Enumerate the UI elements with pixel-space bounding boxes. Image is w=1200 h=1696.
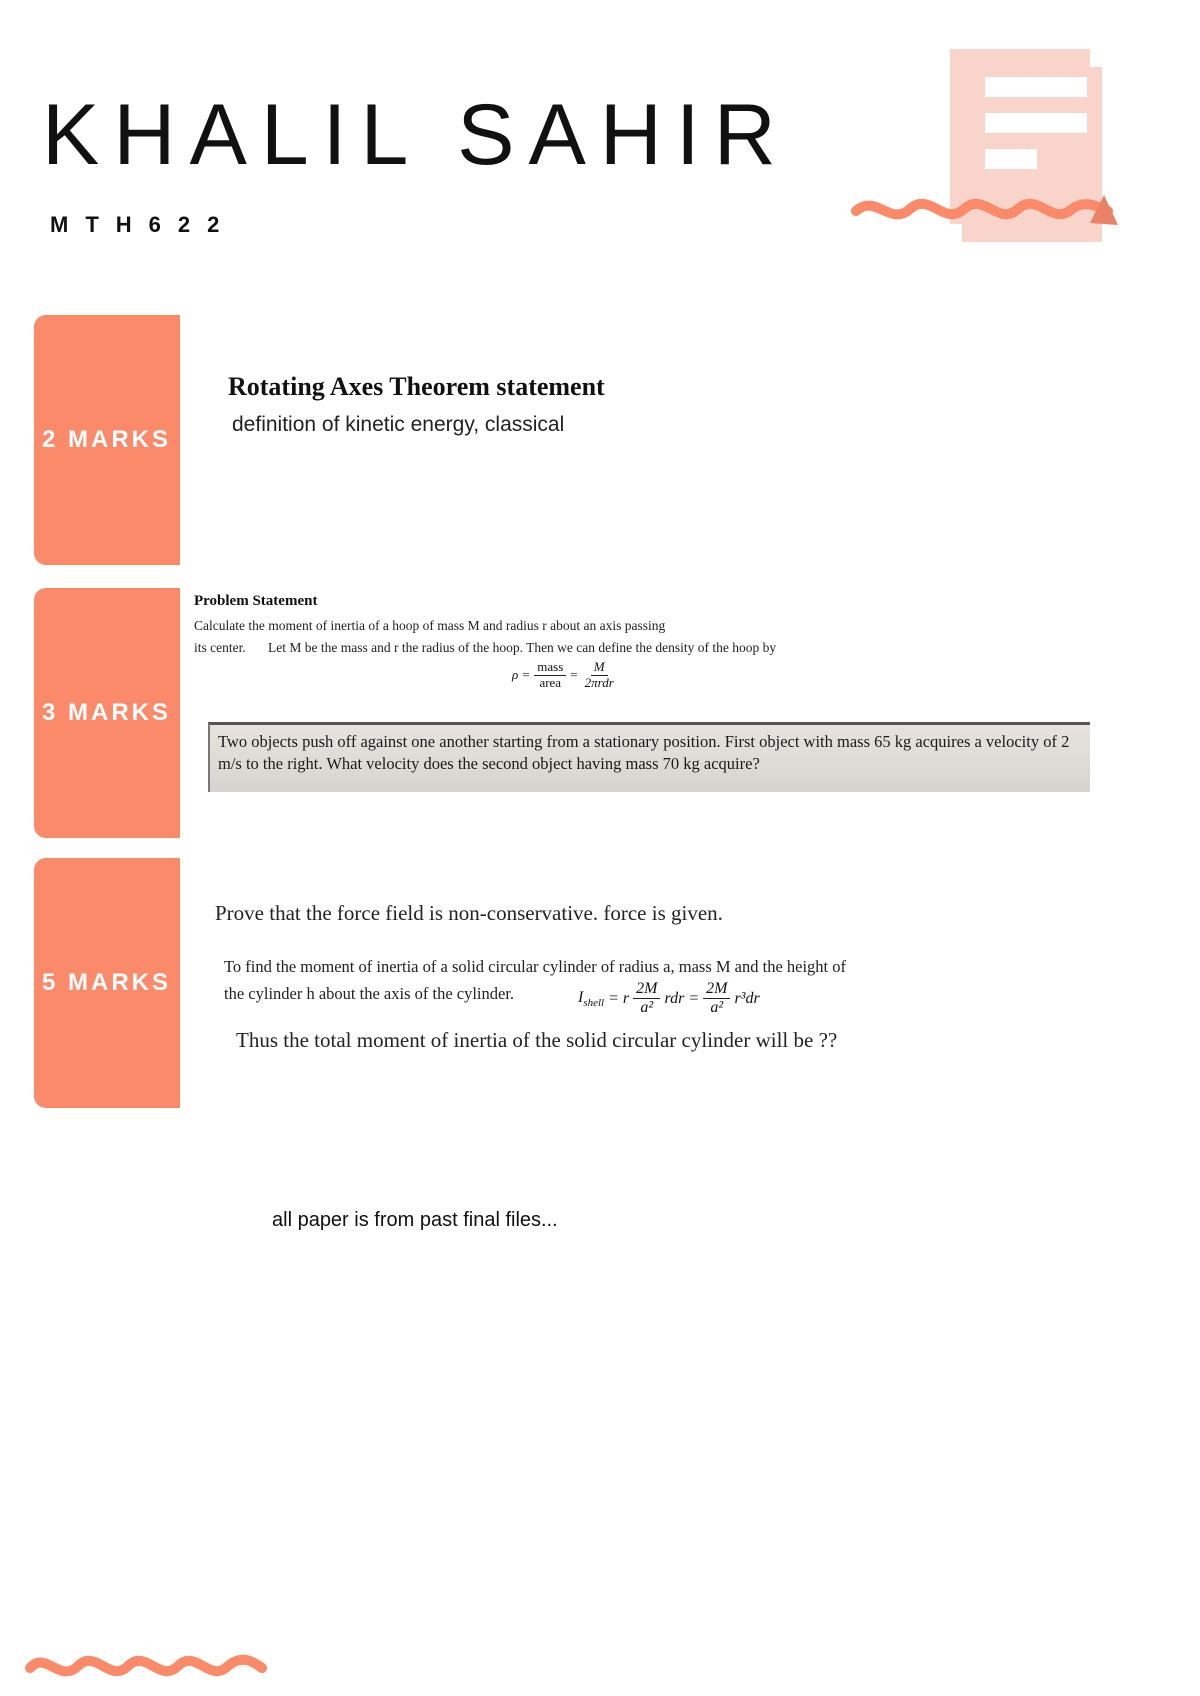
marks-label: 3 MARKS [42, 699, 172, 726]
cylinder-text-line: the cylinder h about the axis of the cylinder. [224, 984, 515, 1003]
marks-tab-3 [34, 588, 180, 838]
problem-text-line: its center. [194, 640, 246, 655]
formula-part: r³dr [734, 989, 760, 1007]
scan-text-line: m/s to the right. What velocity does the second object having mass 70 kg acquire? [218, 754, 760, 774]
fraction-numerator: 2M [633, 980, 660, 999]
question-thus: Thus the total moment of inertia of the solid circular cylinder will be ?? [236, 1028, 838, 1052]
formula-fraction [582, 660, 617, 691]
marks-label: 2 MARKS [42, 426, 172, 453]
question-prove: Prove that the force field is non-conservative. force is given. [215, 901, 723, 925]
formula-part: rdr = [664, 989, 700, 1007]
shell-inertia-formula [578, 980, 760, 1018]
document-icon [850, 45, 1120, 245]
formula-lhs: ρ = [512, 667, 531, 683]
formula-lhs: $I_{shell}$ [578, 988, 605, 1009]
fraction-numerator: 2M [703, 980, 730, 999]
formula-equals: = [570, 667, 578, 683]
problem-text-line: Calculate the moment of inertia of a hoop of mass M and radius r about an axis passing [194, 618, 666, 633]
problem-title: Problem Statement [194, 593, 318, 609]
course-code: MTH622 [50, 212, 237, 237]
marks-label: 5 MARKS [42, 969, 172, 996]
fraction-denominator: 2πrdr [584, 674, 614, 690]
marks-tab-2 [34, 315, 180, 565]
formula-fraction [633, 980, 660, 1018]
fraction-denominator: a² [640, 999, 654, 1017]
formula-part: = r [608, 989, 630, 1007]
footer-note: all paper is from past final files... [272, 1209, 558, 1231]
density-formula [512, 660, 617, 691]
cylinder-text-line: To find the moment of inertia of a solid circular cylinder of radius a, mass M and the height of [224, 957, 847, 976]
fraction-denominator: a² [710, 999, 724, 1017]
scanned-question-image [208, 722, 1090, 792]
question-title: Rotating Axes Theorem statement [228, 372, 605, 401]
problem-text-line: Let M be the mass and r the radius of the hoop. Then we can define the density of the hoop by [268, 640, 777, 655]
fraction-denominator: area [539, 674, 562, 690]
squiggle-decoration [22, 1640, 272, 1690]
fraction-numerator: mass [534, 660, 566, 676]
fraction-numerator: M [591, 660, 608, 676]
formula-fraction [703, 980, 730, 1018]
formula-fraction [534, 660, 566, 691]
author-name: KHALIL SAHIR [42, 87, 790, 183]
marks-tab-5 [34, 858, 180, 1108]
question-subtitle: definition of kinetic energy, classical [232, 413, 565, 436]
scan-text-line: Two objects push off against one another starting from a stationary position. First object with mass 65 kg acquires a velocity of 2 [218, 732, 1070, 751]
